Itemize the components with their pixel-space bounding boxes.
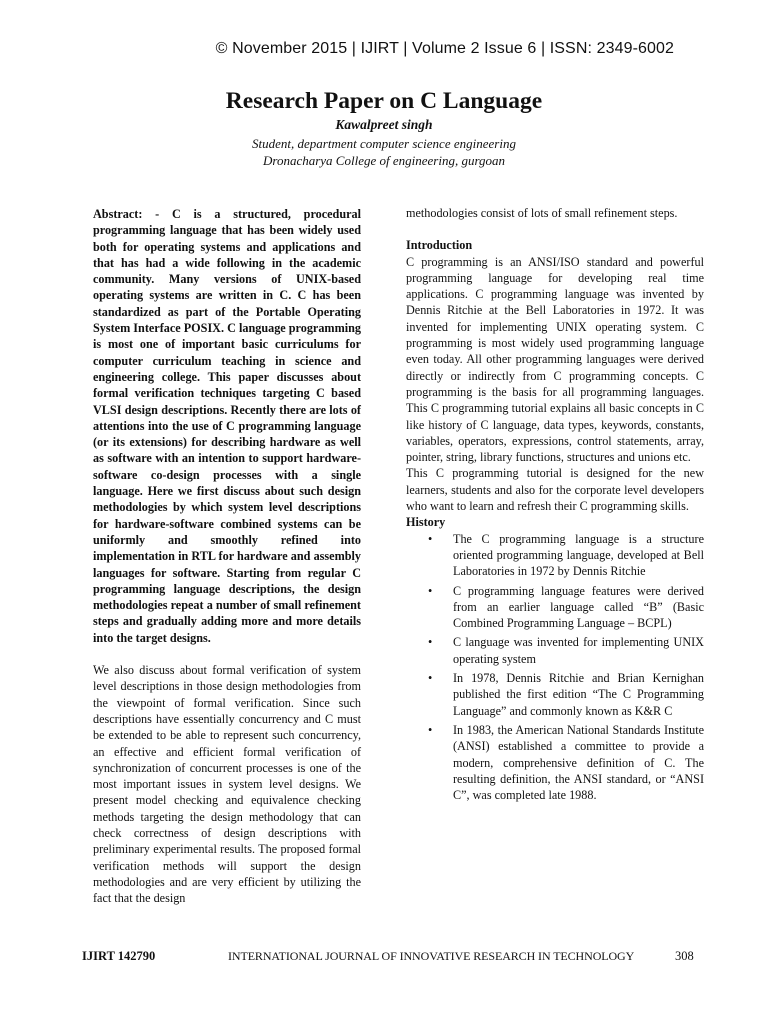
history-list-item xyxy=(406,670,704,719)
history-item-text: The C programming language is a structure oriented programming language, developed at Bell Laboratories in 1972 by Dennis Ritchie xyxy=(453,531,704,579)
right-column xyxy=(406,205,704,806)
introduction-paragraph-2: This C programming tutorial is designed for the new learners, students and also for the corporate level developers who want to learn and refresh their C programming skills. xyxy=(406,466,704,514)
left-column xyxy=(93,206,361,906)
introduction-paragraph-1: C programming is an ANSI/ISO standard and powerful programming language for developing real time applications. C programming language was invented by Dennis Ritchie at the Bell Laboratories in 1972. It was invented for implementing UNIX operating system. C programming is most widely used programming language even today. All other programming languages were derived directly or indirectly from C programming concepts. C programming is the basis for all programming languages. This C programming tutorial explains all basic concepts in C like history of C language, data types, keywords, constants, variables, operators, expressions, control statements, array, pointer, string, library functions, structures and unions etc. xyxy=(406,254,704,465)
abstract-continuation: methodologies consist of lots of small refinement steps. xyxy=(406,206,678,220)
author-name: Kawalpreet singh xyxy=(335,117,433,132)
history-item-text: C language was invented for implementing UNIX operating system xyxy=(453,635,704,666)
bullet-icon: • xyxy=(428,722,433,737)
journal-citation-header: © November 2015 | IJIRT | Volume 2 Issue 6 | ISSN: 2349-6002 xyxy=(215,40,674,57)
history-item-text: C programming language features were derived from an earlier language called “B” (Basic Combined Programming Language – BCPL) xyxy=(453,583,704,631)
author-affiliation-department: Student, department computer science engineering xyxy=(252,136,516,151)
bullet-icon: • xyxy=(428,671,433,686)
history-list-item xyxy=(406,583,704,632)
history-item-text: In 1978, Dennis Ritchie and Brian Kernighan published the first edition “The C Programming Language” and commonly known as K&R C xyxy=(453,671,704,718)
history-list-item xyxy=(406,722,704,803)
bullet-icon: • xyxy=(428,531,433,546)
abstract-paragraph: Abstract: - C is a structured, procedural programming language that has been widely used both for operating systems and applications and that has had a wide following in the academic community. Many versions of UNIX-based operating systems are written in C. C has been standardized as part of the Portable Operating System Interface POSIX. C language programming is most one of important basic curriculums for computer curriculum teaching in science and engineering college. This paper discusses about formal verification techniques targeting C based VLSI design descriptions. Recently there are lots of attentions into the use of C programming language (or its extensions) for describing hardware as well as software with an intention to support hardware-software co-design processes with a single language. Here we first discuss about such design methodologies by which system level descriptions for hardware-software combined systems can be uniformly and smoothly refined into implementation in RTL for hardware and assembly languages for software. Starting from regular C programming language descriptions, the design methodologies repeat a number of small refinement steps and gradually adding more and more details into the target designs. xyxy=(93,207,361,645)
verification-paragraph: We also discuss about formal verification of system level descriptions in those design methodologies from the viewpoint of formal verification. Since such descriptions have essentially concurrency and C must be extended to be able to represent such concurrency, an effective and efficient formal verification of synchronization of concurrent processes is one of the most important issues in system level designs. We present model checking and equivalence checking methods targeting the design methodology that can check correctness of design descriptions with preliminary experimental results. The proposed formal verification methods will support the design methodologies and are very efficient by utilizing the fact that the design xyxy=(93,663,361,906)
author-affiliation-college: Dronacharya College of engineering, gurgoan xyxy=(262,153,506,168)
history-list-item xyxy=(406,634,704,667)
footer-journal-name: INTERNATIONAL JOURNAL OF INNOVATIVE RESEARCH IN TECHNOLOGY xyxy=(228,949,635,963)
history-item-text: In 1983, the American National Standards Institute (ANSI) established a committee to provide a modern, comprehensive definition of C. The resulting definition, the ANSI standard, or “ANSI C”, was completed late 1988. xyxy=(453,722,704,803)
footer-page-number: 308 xyxy=(675,949,694,963)
bullet-icon: • xyxy=(428,583,433,598)
introduction-heading: Introduction xyxy=(406,238,473,253)
history-list-item xyxy=(406,531,704,580)
history-list xyxy=(406,531,704,804)
history-heading: History xyxy=(406,515,446,530)
paper-title: Research Paper on C Language xyxy=(225,88,543,114)
bullet-icon: • xyxy=(428,635,433,650)
footer-paper-id: IJIRT 142790 xyxy=(82,949,156,963)
